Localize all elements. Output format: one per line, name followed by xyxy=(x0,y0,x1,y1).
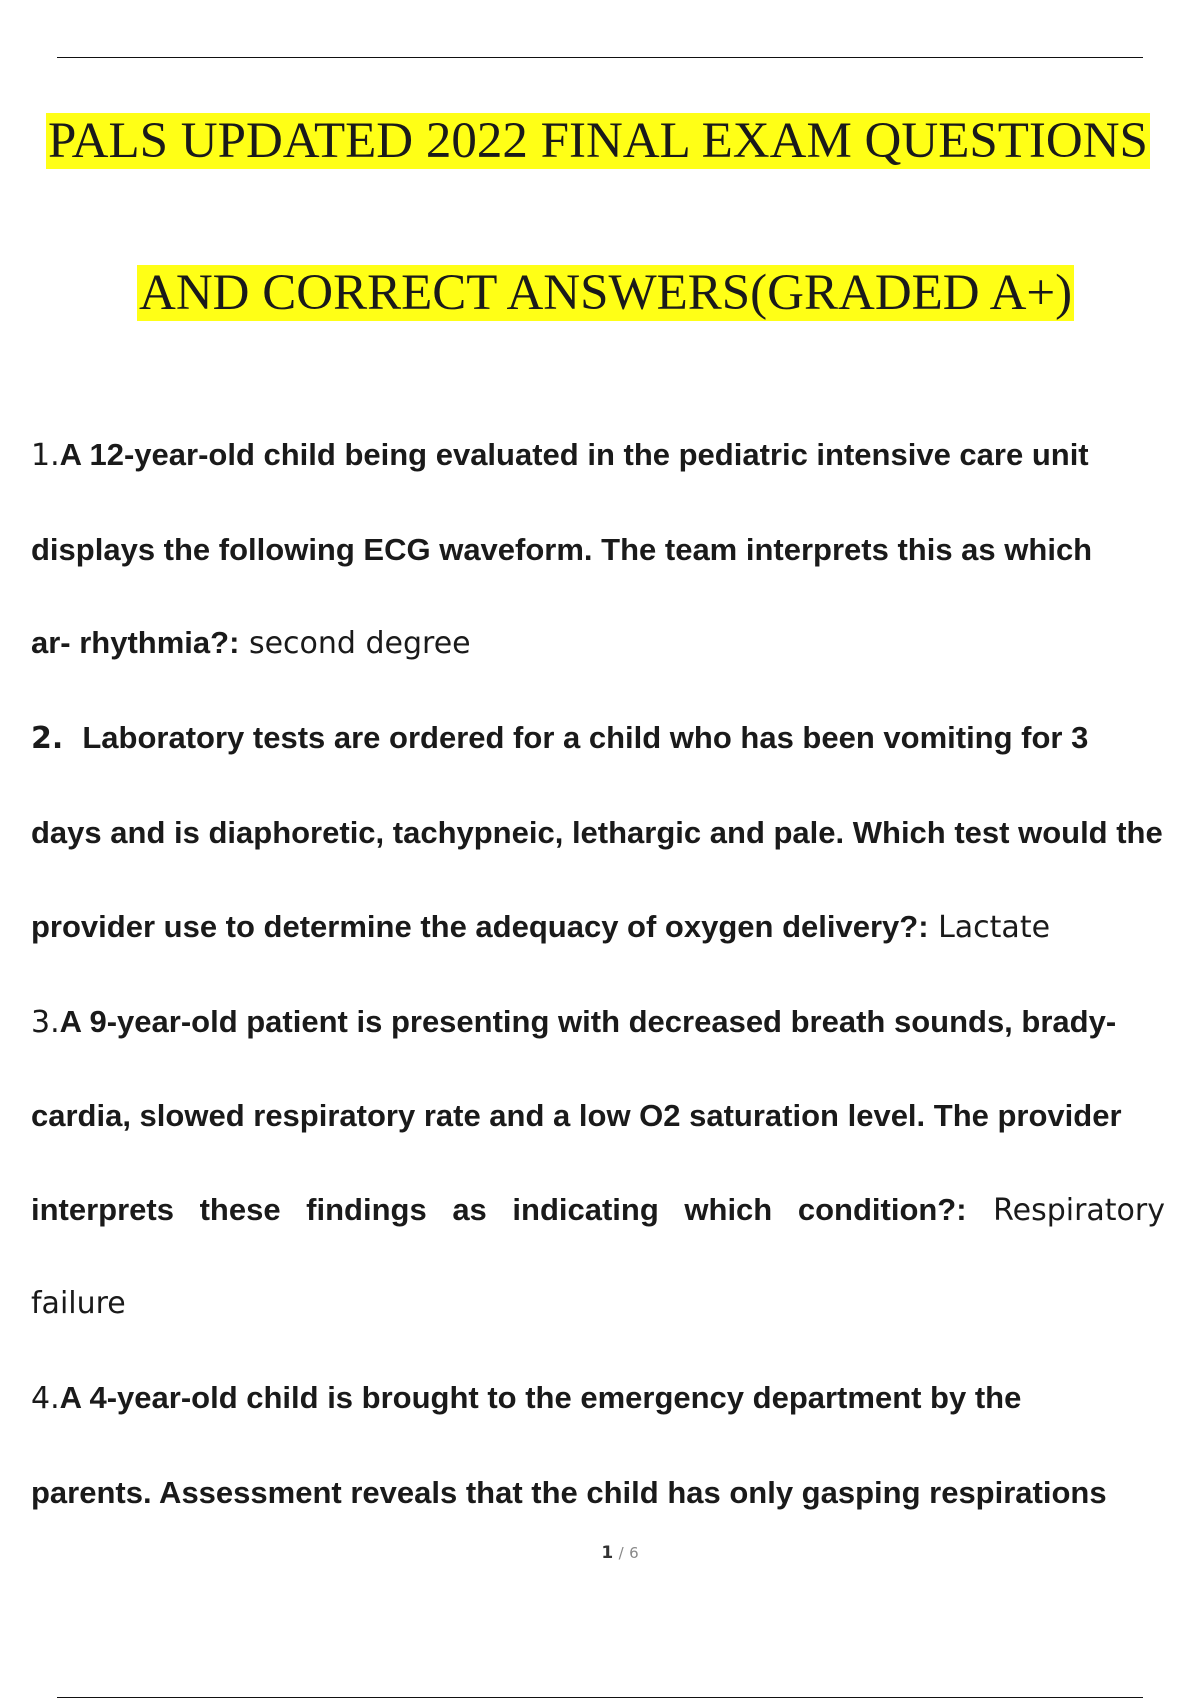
question-1-line-1 xyxy=(31,435,1171,476)
question-3-line-4 xyxy=(31,1284,1171,1324)
question-text: cardia, slowed respiratory rate and a low O2 saturation level. The provider xyxy=(31,1098,1122,1133)
question-text: ar- rhythmia?: xyxy=(31,625,240,660)
title-highlight: PALS UPDATED 2022 FINAL EXAM QUESTIONS xyxy=(48,113,1148,169)
page-indicator xyxy=(0,1543,1200,1563)
question-2-line-1 xyxy=(31,718,1171,759)
question-text: provider use to determine the adequacy of oxygen delivery?: xyxy=(31,909,929,944)
top-rule xyxy=(57,57,1143,58)
question-3-line-1 xyxy=(31,1002,1171,1043)
answer-text: second degree xyxy=(248,626,471,661)
question-text: A 4-year-old child is brought to the emergency department by the xyxy=(59,1380,1022,1415)
total-pages: 6 xyxy=(629,1544,639,1562)
question-number: 4. xyxy=(31,1381,60,1416)
question-4-line-2 xyxy=(31,1473,1171,1514)
question-number: 1. xyxy=(31,438,60,473)
question-text: A 9-year-old patient is presenting with decreased breath sounds, brady- xyxy=(59,1004,1117,1039)
question-2-line-2 xyxy=(31,813,1171,854)
question-number: 2. xyxy=(31,721,64,756)
question-text: days and is diaphoretic, tachypneic, lethargic and pale. Which test would the xyxy=(31,815,1163,850)
answer-text: Respiratory xyxy=(993,1193,1165,1228)
question-4-line-1 xyxy=(31,1378,1171,1419)
question-3-line-2 xyxy=(31,1096,1171,1137)
current-page: 1 xyxy=(601,1543,614,1563)
question-text: A 12-year-old child being evaluated in the pediatric intensive care unit xyxy=(59,437,1089,472)
question-2-line-3 xyxy=(31,907,1171,948)
question-1-line-2 xyxy=(31,530,1171,571)
question-number: 3. xyxy=(31,1005,60,1040)
question-text: interprets these findings as indicating which condition?: xyxy=(31,1192,967,1227)
answer-text: Lactate xyxy=(938,910,1051,945)
document-title-line-2 xyxy=(137,262,1074,324)
question-3-line-3 xyxy=(31,1190,1165,1231)
title-highlight: AND CORRECT ANSWERS(GRADED A+) xyxy=(139,265,1073,321)
question-1-line-3 xyxy=(31,623,1171,664)
question-text: Laboratory tests are ordered for a child who has been vomiting for 3 xyxy=(82,720,1089,755)
bottom-rule xyxy=(57,1697,1143,1698)
page-separator: / xyxy=(618,1544,624,1562)
question-text: parents. Assessment reveals that the child has only gasping respirations xyxy=(31,1475,1107,1510)
document-title-line-1 xyxy=(46,110,1150,172)
answer-text: failure xyxy=(31,1286,126,1321)
question-text: displays the following ECG waveform. The team interprets this as which xyxy=(31,532,1093,567)
